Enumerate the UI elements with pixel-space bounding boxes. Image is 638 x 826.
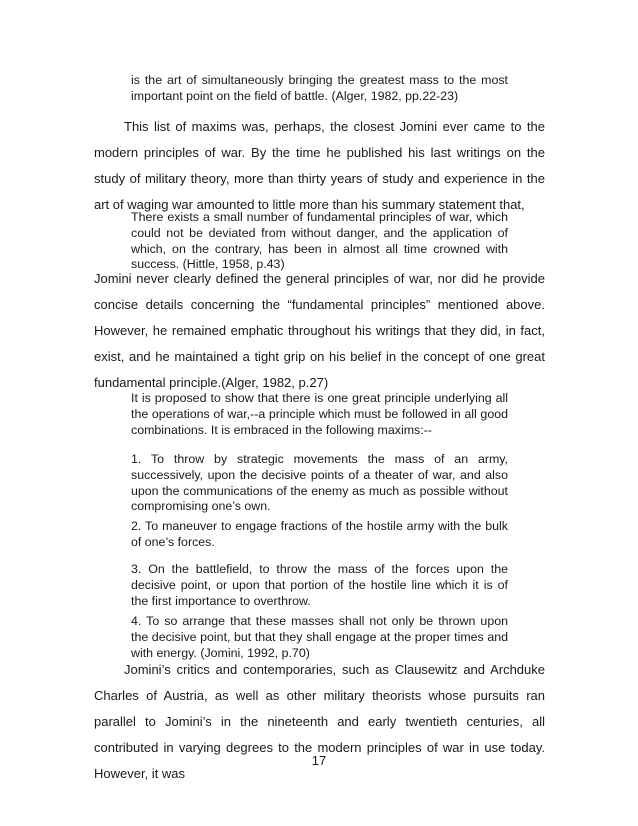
- maxim-item-2: 2. To maneuver to engage fractions of the hostile army with the bulk of one’s forces.: [131, 519, 508, 549]
- maxim-item-1: 1. To throw by strategic movements the mass of an army, successively, upon the decisive points of a theater of war, and also upon the communications of the enemy as much as possible without compromising one’s own.: [131, 452, 508, 514]
- paragraph-maxims: This list of maxims was, perhaps, the closest Jomini ever came to the modern principles of war. By the time he published his last writings on the study of military theory, more than thirty years of study and experience in the art of waging war amounted to little more than his summary statement that,: [94, 119, 545, 212]
- block-quote-hittle: There exists a small number of fundamental principles of war, which could not be deviated from without danger, and the application of which, on the contrary, has been in almost all time crowned with success. (Hittle, 1958, p.43): [131, 210, 508, 272]
- maxim-item-4: 4. To so arrange that these masses shall not only be thrown upon the decisive point, but that they shall engage at the proper times and with energy. (Jomini, 1992, p.70): [131, 614, 508, 660]
- block-quote-jomini-intro: It is proposed to show that there is one great principle underlying all the operations of war,--a principle which must be followed in all good combinations. It is embraced in the following maxims:--: [131, 391, 508, 437]
- maxim-item-3: 3. On the battlefield, to throw the mass of the forces upon the decisive point, or upon that portion of the hostile line which it is of the first importance to overthrow.: [131, 562, 508, 608]
- block-quote-alger-continuation: is the art of simultaneously bringing the greatest mass to the most important point on the field of battle. (Alger, 1982, pp.22-23): [131, 73, 508, 103]
- paragraph-critics: Jomini’s critics and contemporaries, such as Clausewitz and Archduke Charles of Austria, as well as other military theorists whose pursuits ran parallel to Jomini’s in the nineteenth and early twentieth centuries, all contributed in varying degrees to the modern principles of war in use today. However, it was: [94, 662, 545, 781]
- paragraph-never-defined: Jomini never clearly defined the general principles of war, nor did he provide concise details concerning the “fundamental principles” mentioned above. However, he remained emphatic throughout his writings that they did, in fact, exist, and he maintained a tight grip on his belief in the concept of one great fundamental principle.(Alger, 1982, p.27): [94, 271, 545, 390]
- page-number: 17: [311, 753, 327, 768]
